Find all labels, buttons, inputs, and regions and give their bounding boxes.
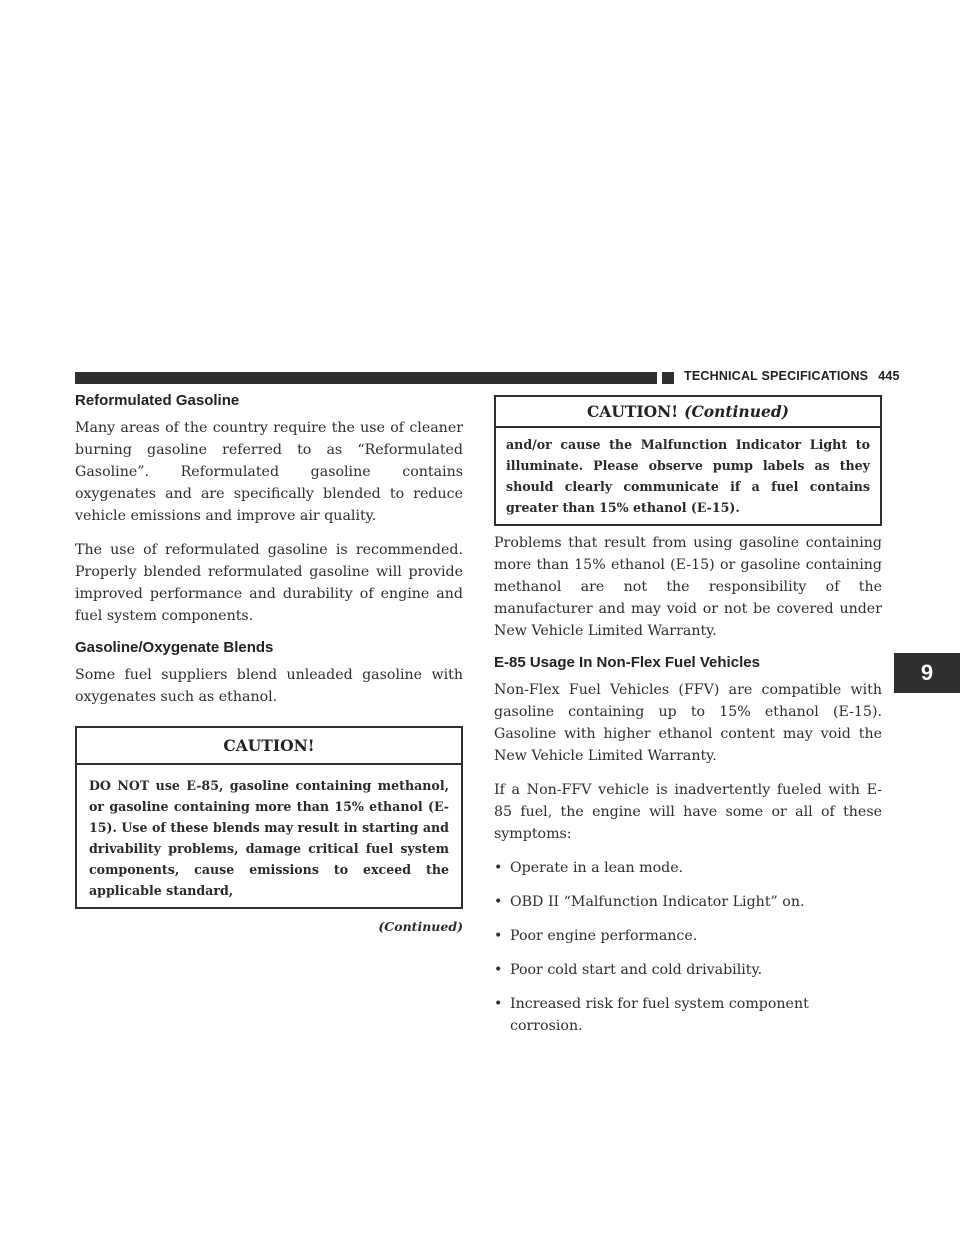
list-item: • Poor engine performance. xyxy=(494,925,882,947)
continued-note: (Continued) xyxy=(378,919,463,934)
paragraph: Problems that result from using gasoline containing more than 15% ethanol (E-15) or gasoline containing methanol are not the responsibility of the manufacturer and may void or not be covered under New Vehicle Limited Warranty. xyxy=(494,535,882,639)
header-marker xyxy=(662,372,674,384)
paragraph: If a Non-FFV vehicle is inadvertently fueled with E-85 fuel, the engine will have some or all of these symptoms: xyxy=(494,782,882,842)
section-title: TECHNICAL SPECIFICATIONS xyxy=(684,369,869,383)
continued-label: (Continued) xyxy=(684,402,790,421)
caution-body: DO NOT use E-85, gasoline containing methanol, or gasoline containing more than 15% ethanol (E-15). Use of these blends may result in starting and drivability problems, damage critical fuel system components, cause emissions to exceed the applicable standard, xyxy=(89,778,449,898)
list-item: • Increased risk for fuel system component corrosion. xyxy=(494,993,882,1037)
list-item: • Operate in a lean mode. xyxy=(494,857,882,879)
caution-title xyxy=(496,397,880,428)
caution-body: and/or cause the Malfunction Indicator Light to illuminate. Please observe pump labels as they should clearly communicate if a fuel contains greater than 15% ethanol (E-15). xyxy=(506,437,870,515)
paragraph: The use of reformulated gasoline is recommended. Properly blended reformulated gasoline will provide improved performance and durability of engine and fuel system components. xyxy=(75,542,463,624)
bullet-icon: • xyxy=(494,962,503,978)
caution-box xyxy=(75,726,463,909)
paragraph: Non-Flex Fuel Vehicles (FFV) are compatible with gasoline containing up to 15% ethanol (E-15). Gasoline with higher ethanol content may void the New Vehicle Limited Warranty. xyxy=(494,682,882,764)
heading-reformulated-gasoline: Reformulated Gasoline xyxy=(75,392,240,409)
page-number: 445 xyxy=(878,369,900,383)
left-column xyxy=(75,392,463,934)
paragraph: Some fuel suppliers blend unleaded gasoline with oxygenates such as ethanol. xyxy=(75,667,463,705)
bullet-icon: • xyxy=(494,860,503,876)
bullet-icon: • xyxy=(494,894,503,910)
caution-title: CAUTION! xyxy=(77,728,461,765)
header-rule xyxy=(75,372,657,384)
heading-gasoline-oxygenate-blends: Gasoline/Oxygenate Blends xyxy=(75,639,274,656)
symptom-list xyxy=(494,857,882,1037)
running-header xyxy=(684,369,900,383)
caution-label: CAUTION! xyxy=(586,402,679,421)
bullet-icon: • xyxy=(494,996,503,1012)
chapter-tab: 9 xyxy=(894,653,960,693)
heading-e85-usage: E-85 Usage In Non-Flex Fuel Vehicles xyxy=(494,654,760,671)
list-item: • OBD II “Malfunction Indicator Light” on. xyxy=(494,891,882,913)
right-column xyxy=(494,392,882,1049)
bullet-icon: • xyxy=(494,928,503,944)
paragraph: Many areas of the country require the use of cleaner burning gasoline referred to as “Reformulated Gasoline”. Reformulated gasoline contains oxygenates and are specifically blended to reduce vehicle emissions and improve air quality. xyxy=(75,420,463,524)
list-item: • Poor cold start and cold drivability. xyxy=(494,959,882,981)
caution-box-continued xyxy=(494,395,882,526)
